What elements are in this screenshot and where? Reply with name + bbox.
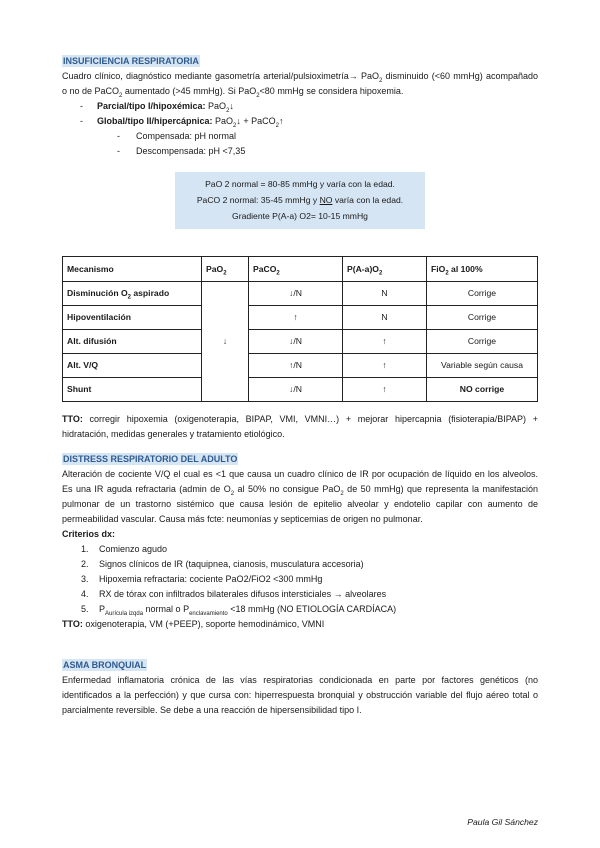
list-number: 3. — [81, 574, 89, 584]
list-number: 2. — [81, 559, 89, 569]
list-item — [62, 557, 538, 572]
header-fio2-suffix: al 100% — [448, 263, 483, 274]
box-line-1: PaO 2 normal = 80-85 mmHg y varía con la edad. — [205, 179, 395, 189]
sub-auricula: Aurícula izqda — [105, 610, 144, 617]
dash-bullet: - — [117, 131, 120, 141]
distress-text-a: Alteración de cociente V/Q el cual es <1 que causa un cuadro clínico de IR por ocupación de líquido en los alveolos. Es una IR aguda refractaria (admin de O — [62, 469, 538, 494]
cell-paco2: ↑/N — [249, 354, 343, 378]
asma-paragraph: Enfermedad inflamatoria crónica de las vías respiratorias condicionada en parte por factores genéticos (no identificados a la perfección) y que cursa con: hiperrespuesta bronquial y obstrucción variable del flujo aéreo total o parcialmente reversible. Se debe a una reacción de hipersensibilidad tipo I. — [62, 675, 538, 715]
intro-text-c: aumentado (>45 mmHg). Si PaO — [122, 86, 257, 96]
header-fio2 — [427, 257, 538, 282]
section-title-insuficiencia: INSUFICIENCIA RESPIRATORIA — [63, 56, 199, 66]
distress-text-c: de 50 mmHg) que representa la manifestación pulmonar de un trastorno sistémico que causa lesión de epitelio alveolar y endotelio capilar con aumento de permeabilidad vascular. Causa más fcte: neumonías y septicemias de origen no pulmonar. — [62, 484, 538, 524]
sub-2: 2 — [379, 270, 383, 277]
sub-2: 2 — [226, 107, 230, 114]
list-item — [62, 587, 538, 602]
sub-2: 2 — [256, 92, 260, 99]
cell-fio2: Corrige — [427, 306, 538, 330]
intro-text-d: <80 mmHg se considera hipoxemia. — [259, 86, 404, 96]
box-line-2-b: varía con la edad. — [332, 195, 404, 205]
criterion-text-c: <18 mmHg (NO ETIOLOGÍA CARDÍACA) — [227, 604, 397, 614]
cell-mechanism: Alt. V/Q — [63, 354, 202, 378]
header-paco2-text: PaCO — [253, 263, 277, 274]
reference-values-box — [175, 172, 425, 229]
sub-2: 2 — [275, 122, 279, 129]
cell-paa: N — [343, 282, 427, 306]
sub-2: 2 — [119, 92, 123, 99]
list-number: 4. — [81, 589, 89, 599]
treatment-text: oxigenoterapia, VM (+PEEP), soporte hemodinámico, VMNI — [82, 619, 325, 629]
list-number: 1. — [81, 544, 89, 554]
section-title-asma: ASMA BRONQUIAL — [63, 660, 147, 670]
header-pao2-text: PaO — [206, 263, 224, 274]
distress-text-b: al 50% no consigue PaO — [234, 484, 341, 494]
treatment-text: corregir hipoxemia (oxigenoterapia, BIPAP, VMI, VMNI…) + mejorar hipercapnia (fisioterapia/BIPAP) + hidratación, medidas generales y tratamiento etiológico. — [62, 414, 538, 439]
sub-2: 2 — [223, 270, 227, 277]
section-insuficiencia — [62, 54, 538, 229]
sub-2: 2 — [340, 490, 344, 497]
list-item — [62, 144, 538, 159]
box-line-2 — [175, 192, 425, 208]
sub-2: 2 — [233, 122, 237, 129]
cell-mechanism: Shunt — [63, 378, 202, 402]
list-item — [62, 99, 538, 114]
criteria-heading — [62, 527, 538, 542]
cell-paa: ↑ — [343, 378, 427, 402]
table-row — [63, 354, 538, 378]
list-item — [62, 602, 538, 617]
header-fio2-text: FiO — [431, 263, 446, 274]
criterion-text: Signos clínicos de IR (taquipnea, cianosis, musculatura accesoria) — [99, 559, 364, 569]
box-line-2-a: PaCO 2 normal: 35-45 mmHg y — [196, 195, 320, 205]
cell-mechanism — [63, 282, 202, 306]
dash-bullet: - — [80, 116, 83, 126]
mechanisms-table — [62, 256, 538, 402]
sub-2: 2 — [378, 77, 383, 84]
compensated-text: Compensada: pH normal — [136, 131, 237, 141]
types-list — [62, 99, 538, 159]
criterion-text-b: normal o P — [143, 604, 190, 614]
dash-bullet: - — [117, 146, 120, 156]
distress-treatment — [62, 617, 538, 632]
cell-fio2: Variable según causa — [427, 354, 538, 378]
sub-2: 2 — [445, 270, 449, 277]
type2-value-a: PaO — [212, 116, 234, 126]
sub-enclavamiento: enclavamiento — [189, 610, 228, 617]
header-paco2 — [249, 257, 343, 282]
cell-paa: N — [343, 306, 427, 330]
list-item — [62, 542, 538, 557]
list-item — [62, 114, 538, 129]
sub-2: 2 — [230, 490, 235, 497]
type1-label: Parcial/tipo I/hipoxémica: — [97, 101, 206, 111]
header-paa — [343, 257, 427, 282]
cell-fio2: Corrige — [427, 282, 538, 306]
table-row — [63, 282, 538, 306]
cell-fio2: NO corrige — [427, 378, 538, 402]
treatment-paragraph — [62, 412, 538, 442]
table-header-row — [63, 257, 538, 282]
intro-text-a: Cuadro clínico, diagnóstico mediante gasometría arterial/pulsioximetría→ PaO — [62, 71, 379, 81]
box-line-2-underlined: NO — [319, 195, 333, 205]
table-row — [63, 330, 538, 354]
cell-pao2-merged: ↓ — [202, 282, 249, 402]
header-pao2 — [202, 257, 249, 282]
list-item — [62, 129, 538, 144]
sub-2: 2 — [276, 270, 280, 277]
header-paa-text: P(A-a)O — [347, 263, 379, 274]
cell-mechanism-suffix: aspirado — [130, 288, 170, 298]
intro-paragraph — [62, 69, 538, 99]
cell-paco2: ↓/N — [249, 330, 343, 354]
box-line-3: Gradiente P(A-a) O2= 10-15 mmHg — [232, 211, 368, 221]
treatment-label: TTO: — [62, 619, 83, 629]
list-number: 5. — [81, 604, 89, 614]
cell-paco2: ↓/N — [249, 378, 343, 402]
header-mecanismo: Mecanismo — [63, 257, 202, 282]
author-footer: Paula Gil Sánchez — [467, 817, 538, 827]
dash-bullet: - — [80, 101, 83, 111]
criteria-label: Criterios dx: — [62, 529, 116, 539]
section-title-distress: DISTRESS RESPIRATORIO DEL ADULTO — [63, 454, 238, 464]
cell-paco2: ↑ — [249, 306, 343, 330]
document-page — [62, 54, 538, 718]
down-arrow-icon: ↓ — [229, 101, 234, 111]
table-row — [63, 306, 538, 330]
section-distress — [62, 452, 538, 632]
table-row — [63, 378, 538, 402]
treatment-label: TTO: — [62, 414, 83, 424]
cell-paa: ↑ — [343, 330, 427, 354]
list-item — [62, 572, 538, 587]
cell-fio2: Corrige — [427, 330, 538, 354]
criterion-text: Hipoxemia refractaria: cociente PaO2/FiO2 <300 mmHg — [99, 574, 323, 584]
criteria-list — [62, 542, 538, 617]
cell-paco2: ↓/N — [249, 282, 343, 306]
type2-label: Global/tipo II/hipercápnica: — [97, 116, 213, 126]
type1-value: PaO — [205, 101, 227, 111]
distress-paragraph — [62, 467, 538, 527]
section-asma — [62, 658, 538, 718]
up-arrow-icon: ↑ — [278, 116, 284, 126]
decompensated-text: Descompensada: pH <7,35 — [136, 146, 246, 156]
intro-text-b: disminuido (<60 mmHg) acompañado o no de PaCO — [62, 71, 538, 96]
cell-mechanism: Alt. difusión — [63, 330, 202, 354]
criterion-text: RX de tórax con infiltrados bilaterales difusos intersticiales → alveolares — [99, 589, 387, 599]
cell-paa: ↑ — [343, 354, 427, 378]
type2-value-b: ↓ + PaCO — [236, 116, 276, 126]
cell-mechanism-text: Disminución O — [67, 288, 128, 298]
cell-mechanism: Hipoventilación — [63, 306, 202, 330]
criterion-text: Comienzo agudo — [99, 544, 168, 554]
criterion-text-a: P — [99, 604, 106, 614]
sub-2: 2 — [127, 294, 131, 301]
